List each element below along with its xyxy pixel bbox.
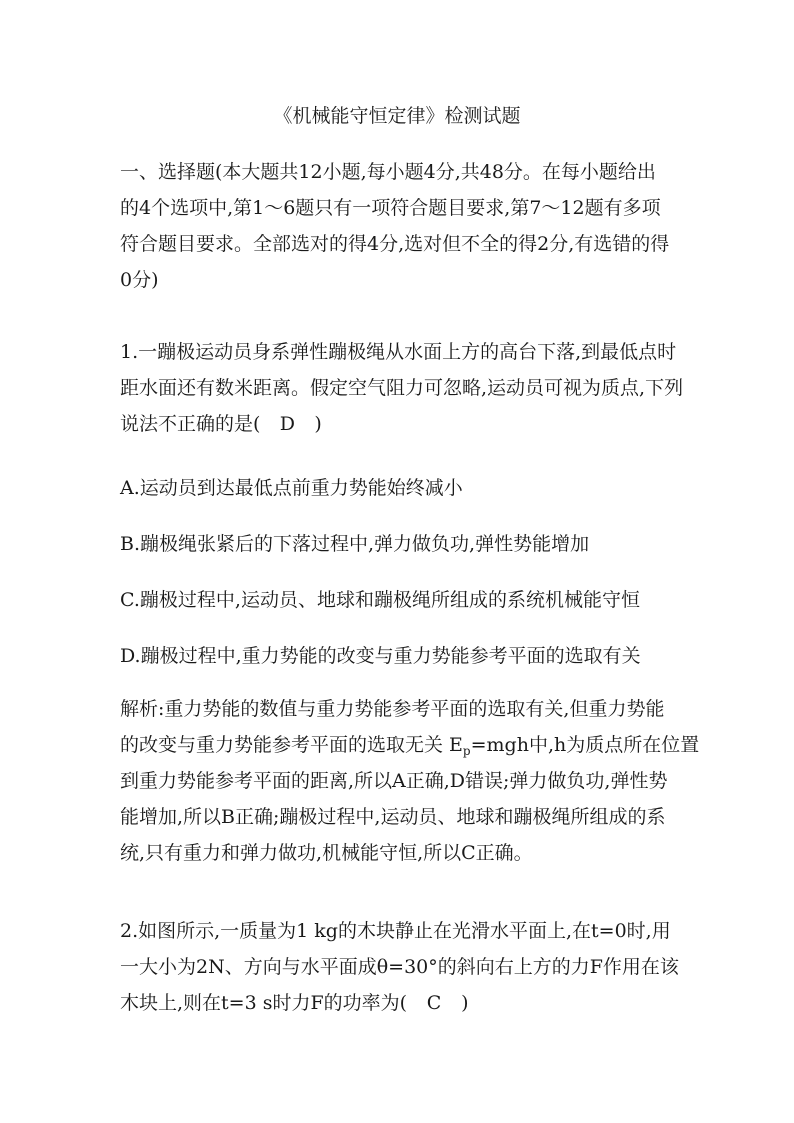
section-line: 0分) (120, 269, 159, 291)
answer-letter: D (279, 413, 296, 435)
analysis-line (120, 731, 700, 760)
question-line (120, 989, 680, 1018)
option-text: C.蹦极过程中,运动员、地球和蹦极绳所组成的系统机械能守恒 (120, 589, 640, 611)
question-1-stem (120, 338, 684, 439)
question-1-option-c (120, 586, 680, 615)
option-text: B.蹦极绳张紧后的下落过程中,弹力做负功,弹性势能增加 (120, 533, 590, 555)
analysis-text: =mgh中,h为质点所在位置 (470, 734, 700, 756)
question-line: 2.如图所示,一质量为1 kg的木块静止在光滑水平面上,在t=0时,用 (120, 920, 671, 942)
question-line: 1.一蹦极运动员身系弹性蹦极绳从水面上方的高台下落,到最低点时 (120, 341, 677, 363)
analysis-line: 到重力势能参考平面的距离,所以A正确,D错误;弹力做负功,弹性势 (120, 770, 668, 792)
section-instructions (120, 158, 680, 295)
analysis-line: 统,只有重力和弹力做功,机械能守恒,所以C正确。 (120, 842, 533, 864)
question-1-option-a (120, 474, 680, 503)
analysis-text: 的改变与重力势能参考平面的选取无关 E (120, 734, 463, 756)
question-bracket: ) (314, 413, 322, 435)
answer-letter: C (426, 992, 442, 1014)
option-text: D.蹦极过程中,重力势能的改变与重力势能参考平面的选取有关 (120, 645, 641, 667)
question-line: 一大小为2N、方向与水平面成θ=30°的斜向右上方的力F作用在该 (120, 956, 679, 978)
question-bracket: ) (461, 992, 469, 1014)
question-text: 木块上,则在t=3 s时力F的功率为( (120, 992, 408, 1014)
question-line (120, 410, 680, 439)
page-title: 《机械能守恒定律》检测试题 (273, 105, 521, 127)
question-1-analysis (120, 695, 700, 868)
question-text: 说法不正确的是( (120, 413, 261, 435)
section-line: 一、选择题(本大题共12小题,每小题4分,共48分。在每小题给出 (120, 161, 656, 183)
section-line: 的4个选项中,第1～6题只有一项符合题目要求,第7～12题有多项 (120, 197, 661, 219)
analysis-line: 解析:重力势能的数值与重力势能参考平面的选取有关,但重力势能 (120, 698, 665, 720)
question-2-stem (120, 917, 680, 1018)
section-line: 符合题目要求。全部选对的得4分,选对但不全的得2分,有选错的得 (120, 233, 670, 255)
question-1-option-d (120, 642, 680, 671)
option-text: A.运动员到达最低点前重力势能始终减小 (120, 477, 463, 499)
question-line: 距水面还有数米距离。假定空气阻力可忽略,运动员可视为质点,下列 (120, 377, 684, 399)
subscript: p (462, 744, 471, 758)
question-1-option-b (120, 530, 680, 559)
analysis-line: 能增加,所以B正确;蹦极过程中,运动员、地球和蹦极绳所组成的系 (120, 806, 666, 828)
